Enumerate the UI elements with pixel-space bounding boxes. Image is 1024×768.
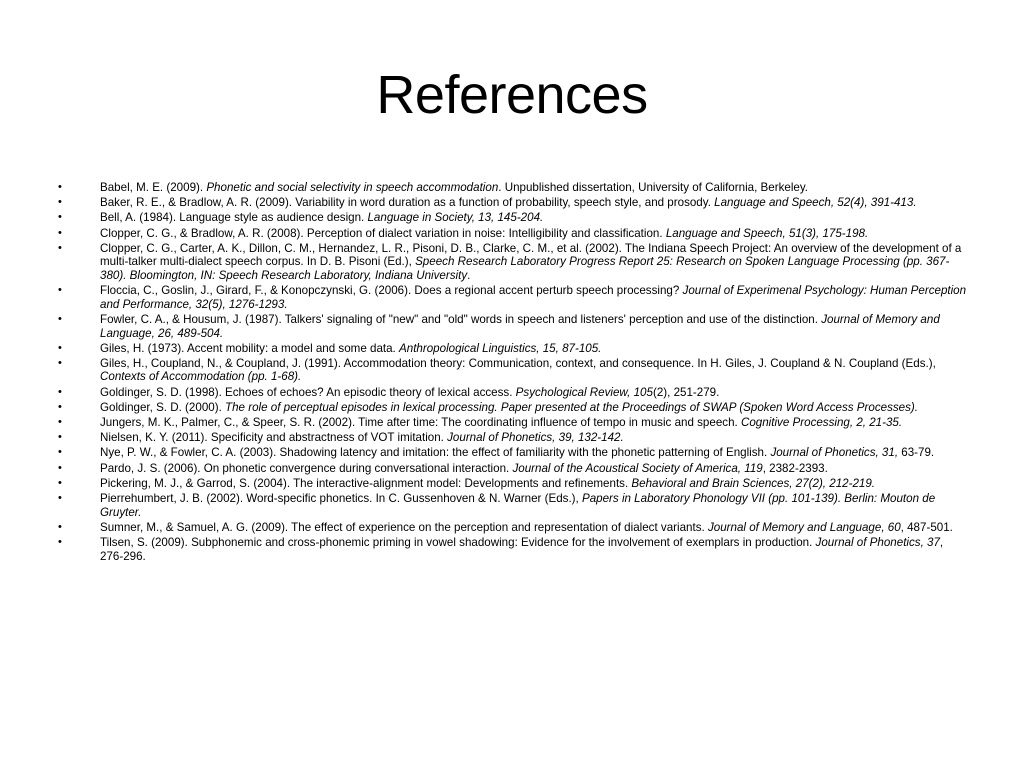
bullet-icon: • [58, 181, 62, 193]
slide-title: References [376, 65, 648, 125]
bullet-icon: • [58, 356, 62, 369]
bullet-icon: • [58, 431, 62, 444]
reference-item [58, 357, 968, 384]
reference-item [58, 521, 968, 535]
bullet-icon: • [58, 400, 62, 413]
reference-item [58, 401, 968, 415]
reference-source: Journal of Phonetics, 37 [815, 535, 940, 549]
reference-text: Clopper, C. G., Carter, A. K., Dillon, C. M., Hernandez, L. R., Pisoni, D. B., Clarke, C. M., et al. (2002). The Indiana Speech Project: An overview of the development of a multi-talker multi-dialect speech corpus. In D. B. Pisoni (Ed.), [100, 241, 962, 269]
reference-text: Babel, M. E. (2009). [100, 181, 207, 194]
reference-suffix: , 487-501. [900, 520, 953, 534]
reference-text: Clopper, C. G., & Bradlow, A. R. (2008). Perception of dialect variation in noise: Intelligibility and classification. [100, 226, 666, 240]
reference-item [58, 181, 968, 195]
bullet-icon: • [58, 476, 62, 489]
bullet-icon: • [58, 341, 62, 354]
reference-item [58, 446, 968, 460]
reference-source: Language and Speech, 52(4), 391-413. [714, 196, 917, 210]
reference-text: Giles, H. (1973). Accent mobility: a model and some data. [100, 341, 400, 355]
reference-source: Papers in Laboratory Phonology VII (pp. 101-139). Berlin: Mouton de Gruyter. [100, 491, 936, 519]
reference-source: Journal of Phonetics, 39, 132-142. [447, 431, 624, 445]
bullet-icon: • [58, 241, 62, 254]
reference-source: Journal of Experimenal Psychology: Human Perception and Performance, 32(5), 1276-1293. [100, 284, 967, 311]
reference-item [58, 196, 968, 210]
reference-text: Pickering, M. J., & Garrod, S. (2004). The interactive-alignment model: Developments and refinements. [100, 476, 632, 490]
reference-suffix: , 276-296. [100, 535, 944, 563]
reference-suffix: (2), 251-279. [652, 385, 720, 399]
bullet-icon: • [58, 211, 62, 224]
bullet-icon: • [58, 284, 62, 297]
reference-source: Journal of Memory and Language, 26, 489-504. [100, 312, 940, 340]
reference-suffix: 63-79. [898, 446, 935, 460]
reference-text: Baker, R. E., & Bradlow, A. R. (2009). Variability in word duration as a function of probability, speech style, and prosody. [100, 196, 715, 210]
reference-source: Cognitive Processing, 2, 21-35. [740, 416, 903, 430]
reference-suffix: . Unpublished dissertation, University of California, Berkeley. [498, 181, 809, 194]
bullet-icon: • [58, 491, 62, 504]
reference-text: Goldinger, S. D. (1998). Echoes of echoes? An episodic theory of lexical access. [100, 385, 516, 399]
reference-suffix: . [467, 268, 471, 282]
reference-source: Contexts of Accommodation (pp. 1-68). [100, 370, 302, 384]
reference-text: Pardo, J. S. (2006). On phonetic convergence during conversational interaction. [100, 461, 513, 475]
reference-list [58, 181, 968, 565]
reference-item [58, 477, 968, 491]
reference-source: Behavioral and Brain Sciences, 27(2), 212-219. [631, 476, 876, 490]
reference-text: Nye, P. W., & Fowler, C. A. (2003). Shadowing latency and imitation: the effect of familiarity with the phonetic patterning of English. [100, 446, 771, 460]
reference-item [58, 242, 968, 283]
bullet-icon: • [58, 520, 62, 533]
bullet-icon: • [58, 446, 62, 459]
reference-source: Speech Research Laboratory Progress Report 25: Research on Spoken Language Processing (pp. 367-380). Bloomington, IN: Speech Research Laboratory, Indiana University [100, 255, 950, 282]
reference-item [58, 536, 968, 563]
reference-source: Anthropological Linguistics, 15, 87-105. [399, 341, 602, 355]
reference-text: Nielsen, K. Y. (2011). Specificity and abstractness of VOT imitation. [100, 431, 448, 445]
reference-source: Journal of the Acoustical Society of America, 119 [512, 461, 763, 475]
reference-source: Journal of Phonetics, 31, [770, 446, 899, 460]
bullet-icon: • [58, 385, 62, 398]
reference-text: Sumner, M., & Samuel, A. G. (2009). The effect of experience on the perception and representation of dialect variants. [100, 520, 708, 534]
bullet-icon: • [58, 312, 62, 325]
reference-text: Floccia, C., Goslin, J., Girard, F., & Konopczynski, G. (2006). Does a regional accent perturb speech processing? [100, 284, 683, 298]
reference-item [58, 227, 968, 241]
reference-source: Language and Speech, 51(3), 175-198. [665, 226, 869, 240]
reference-source: The role of perceptual episodes in lexical processing. Paper presented at the Proceedings of SWAP (Spoken Word Access Processes). [225, 400, 919, 414]
reference-item [58, 492, 968, 519]
reference-item [58, 431, 968, 445]
reference-text: Bell, A. (1984). Language style as audience design. [100, 211, 368, 225]
reference-source: Language in Society, 13, 145-204. [367, 211, 544, 225]
reference-item [58, 313, 968, 340]
reference-source: Psychological Review, 105 [515, 385, 653, 399]
reference-text: Giles, H., Coupland, N., & Coupland, J. (1991). Accommodation theory: Communication, context, and consequence. In H. Giles, J. Coupland & N. Coupland (Eds.), [100, 356, 936, 370]
reference-text: Pierrehumbert, J. B. (2002). Word-specific phonetics. In C. Gussenhoven & N. Warner (Eds.), [100, 491, 582, 505]
reference-item [58, 284, 968, 311]
reference-text: Jungers, M. K., Palmer, C., & Speer, S. R. (2002). Time after time: The coordinating influence of tempo in music and speech. [100, 416, 741, 430]
bullet-icon: • [58, 196, 62, 209]
reference-suffix: , 2382-2393. [762, 461, 828, 475]
reference-text: Tilsen, S. (2009). Subphonemic and cross-phonemic priming in vowel shadowing: Evidence for the involvement of exemplars in production. [100, 535, 816, 549]
reference-item [58, 462, 968, 476]
reference-text: Goldinger, S. D. (2000). [100, 400, 226, 414]
bullet-icon: • [58, 461, 62, 474]
bullet-icon: • [58, 535, 62, 548]
reference-source: Phonetic and social selectivity in speech accommodation [206, 181, 499, 194]
reference-item [58, 211, 968, 225]
bullet-icon: • [58, 226, 62, 239]
reference-source: Journal of Memory and Language, 60 [707, 520, 901, 534]
bullet-icon: • [58, 416, 62, 429]
reference-item [58, 416, 968, 430]
reference-text: Fowler, C. A., & Housum, J. (1987). Talkers' signaling of "new" and "old" words in speech and listeners' perception and use of the distinction. [100, 312, 822, 326]
reference-item [58, 342, 968, 356]
reference-item [58, 386, 968, 400]
